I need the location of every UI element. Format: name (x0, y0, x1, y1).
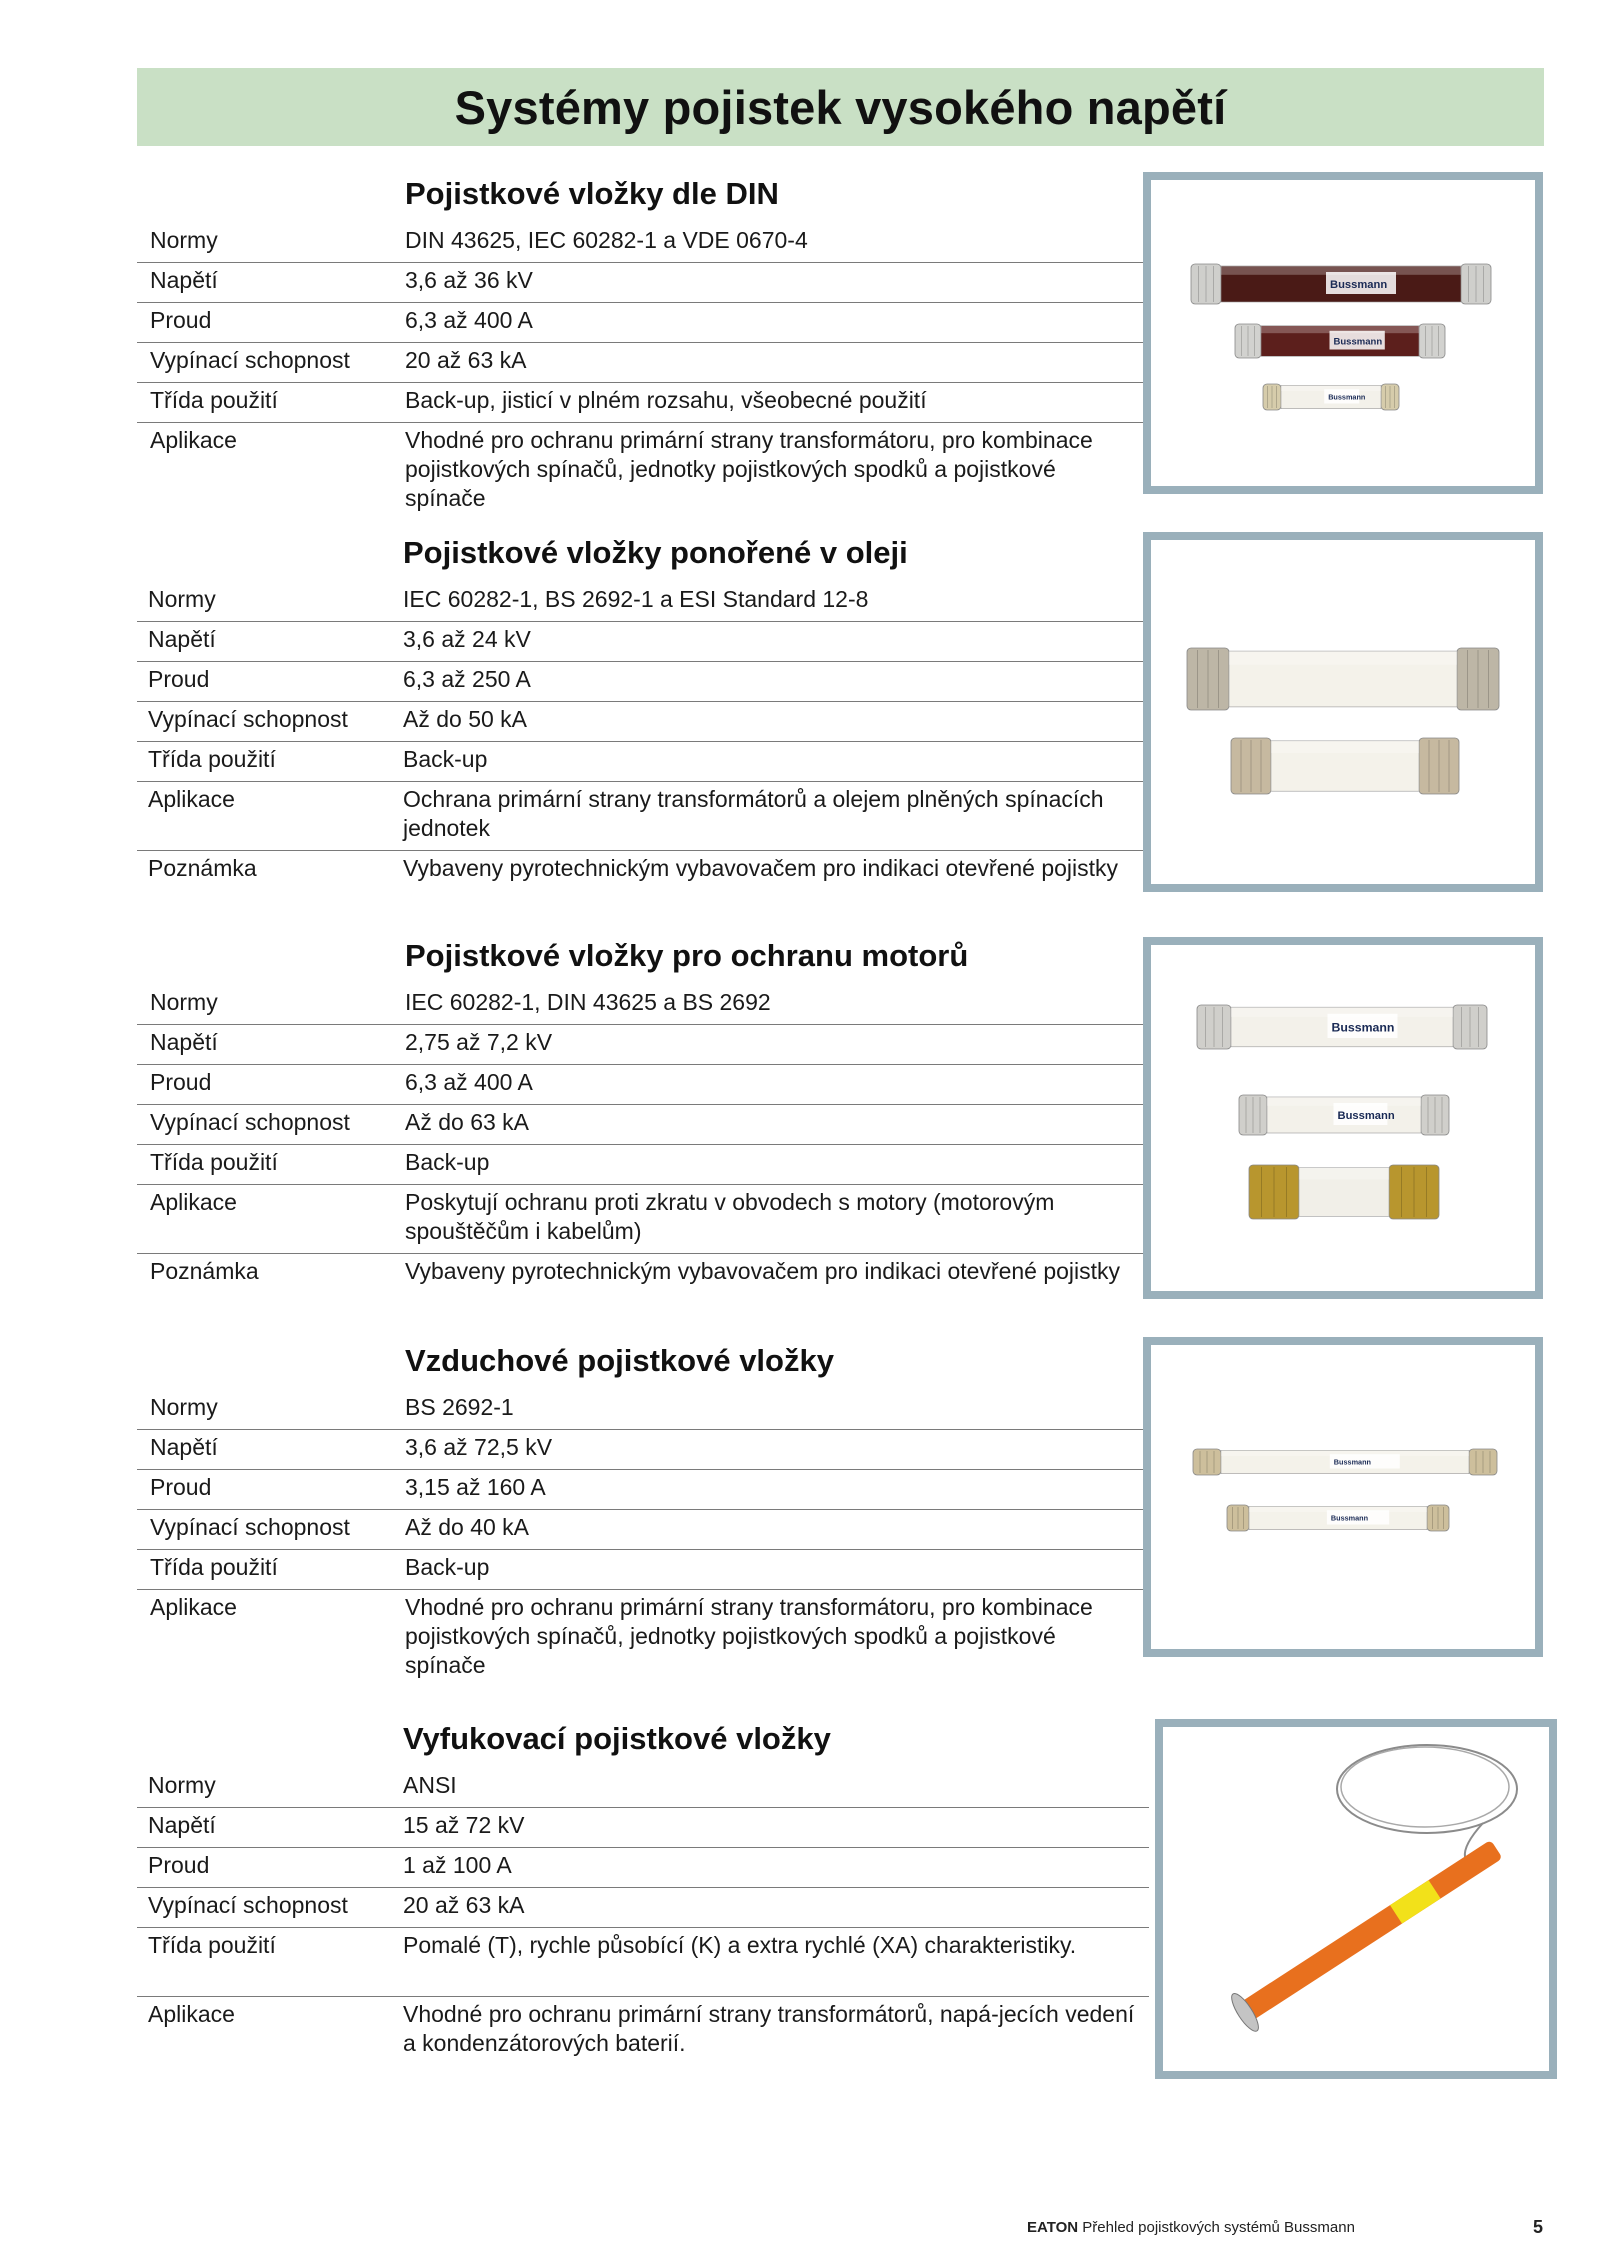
spec-label: Normy (150, 989, 218, 1015)
fuse-cartridge (1235, 324, 1445, 358)
spec-value: BS 2692-1 (405, 1394, 514, 1420)
spec-label: Normy (150, 1394, 218, 1420)
spec-label: Vypínací schopnost (150, 1514, 350, 1540)
spec-row (137, 661, 1145, 702)
section-title: Vzduchové pojistkové vložky (405, 1343, 834, 1378)
spec-value: Back-up (403, 746, 488, 772)
fuse-body (1239, 1840, 1503, 2022)
spec-row (137, 1253, 1145, 1322)
spec-label: Napětí (150, 267, 218, 293)
fuse-cartridge (1193, 1449, 1497, 1475)
page-title: Systémy pojistek vysokého napětí (454, 80, 1227, 134)
spec-label: Proud (150, 307, 212, 333)
spec-value: 1 až 100 A (403, 1852, 512, 1878)
spec-label: Třída použití (150, 387, 278, 413)
spec-row (137, 1429, 1145, 1470)
spec-row (137, 1807, 1149, 1848)
spec-label: Normy (148, 586, 216, 612)
spec-value: Vybaveny pyrotechnickým vybavovačem pro indikaci otevřené pojistky (403, 855, 1119, 881)
spec-row (137, 741, 1145, 782)
spec-row (137, 342, 1145, 383)
spec-row (137, 1589, 1145, 1681)
motor-fuses-image (1143, 937, 1543, 1299)
page-title-banner (137, 68, 1544, 146)
fuse-brand-text: Bussmann (1337, 1110, 1395, 1122)
spec-row (137, 984, 1145, 1025)
fuse-illustration (1151, 945, 1535, 1291)
spec-label: Poznámka (150, 1258, 259, 1284)
fuse-cartridge (1249, 1165, 1439, 1219)
spec-row (137, 422, 1145, 514)
spec-row (137, 1144, 1145, 1185)
fuse-cartridge (1239, 1095, 1449, 1135)
expulsion-fuse-tube (1227, 1831, 1508, 2035)
spec-value: 20 až 63 kA (403, 1892, 525, 1918)
spec-value: 2,75 až 7,2 kV (405, 1029, 553, 1055)
spec-label: Napětí (148, 1812, 216, 1838)
spec-label: Proud (148, 1852, 210, 1878)
fuse-cartridge (1263, 384, 1399, 410)
spec-label: Aplikace (150, 427, 237, 453)
fuse-cartridge (1227, 1505, 1449, 1531)
fuse-illustration (1163, 1727, 1549, 2071)
spec-label: Vypínací schopnost (150, 1109, 350, 1135)
footer (1027, 2219, 1355, 2236)
spec-value: Back-up (405, 1554, 490, 1580)
spec-label: Třída použití (150, 1554, 278, 1580)
spec-row (137, 1847, 1149, 1888)
fuse-cartridge (1231, 738, 1459, 794)
spec-label: Napětí (148, 626, 216, 652)
spec-row (137, 1996, 1149, 2065)
oil-fuses-image (1143, 532, 1543, 892)
din-fuses-image (1143, 172, 1543, 494)
spec-label: Aplikace (150, 1594, 237, 1620)
spec-value: Až do 40 kA (405, 1514, 530, 1540)
spec-label: Napětí (150, 1029, 218, 1055)
spec-label: Vypínací schopnost (148, 1892, 348, 1918)
spec-row (137, 850, 1145, 919)
fuse-brand-text: Bussmann (1333, 1457, 1371, 1467)
spec-value: DIN 43625, IEC 60282-1 a VDE 0670-4 (405, 227, 808, 253)
spec-value: 6,3 až 400 A (405, 307, 533, 333)
spec-row (137, 581, 1145, 622)
fuse-illustration (1151, 180, 1535, 486)
spec-label: Poznámka (148, 855, 257, 881)
spec-value: Až do 50 kA (403, 706, 528, 732)
spec-label: Proud (148, 666, 210, 692)
fuse-brand-text: Bussmann (1328, 392, 1366, 402)
fuse-brand-text: Bussmann (1331, 1020, 1395, 1035)
fuse-illustration (1151, 540, 1535, 884)
fuse-illustration (1151, 1345, 1535, 1649)
fuse-cartridge (1191, 264, 1491, 304)
footer-brand: EATON (1027, 2219, 1079, 2236)
page-number: 5 (1533, 2217, 1544, 2237)
spec-row (137, 1509, 1145, 1550)
spec-label: Vypínací schopnost (148, 706, 348, 732)
spec-value: Back-up, jisticí v plném rozsahu, všeobecné použití (405, 387, 927, 413)
spec-row (137, 1389, 1145, 1430)
spec-row (137, 1767, 1149, 1808)
spec-value: Back-up (405, 1149, 490, 1175)
spec-value: 20 až 63 kA (405, 347, 527, 373)
spec-label: Třída použití (148, 1932, 276, 1958)
section-title: Pojistkové vložky ponořené v oleji (403, 535, 908, 570)
spec-label: Aplikace (150, 1189, 237, 1215)
footer-text: Přehled pojistkových systémů Bussmann (1082, 2219, 1355, 2236)
fuse-brand-text: Bussmann (1330, 279, 1388, 291)
spec-label: Normy (148, 1772, 216, 1798)
spec-value: 3,6 až 72,5 kV (405, 1434, 553, 1460)
spec-row (137, 1469, 1145, 1510)
spec-value: Vybaveny pyrotechnickým vybavovačem pro indikaci otevřené pojistky (405, 1258, 1121, 1284)
spec-value: Ochrana primární strany transformátorů a olejem plněných spínacích jednotek (403, 786, 1104, 841)
spec-row (137, 222, 1145, 263)
spec-row (137, 1024, 1145, 1065)
spec-row (137, 1064, 1145, 1105)
spec-label: Třída použití (148, 746, 276, 772)
spec-row (137, 302, 1145, 343)
spec-value: 6,3 až 400 A (405, 1069, 533, 1095)
fuse-brand-text: Bussmann (1330, 1513, 1369, 1523)
spec-value: ANSI (403, 1772, 457, 1798)
spec-value: Až do 63 kA (405, 1109, 530, 1135)
spec-value: 6,3 až 250 A (403, 666, 531, 692)
spec-row (137, 1927, 1149, 1997)
spec-value: 3,15 až 160 A (405, 1474, 546, 1500)
spec-label: Napětí (150, 1434, 218, 1460)
spec-label: Aplikace (148, 786, 235, 812)
spec-row (137, 382, 1145, 423)
spec-value: Vhodné pro ochranu primární strany transformátorů, napá-jecích vedení a kondenzátorových baterií. (403, 2001, 1135, 2056)
section-title: Vyfukovací pojistkové vložky (403, 1721, 831, 1756)
spec-row (137, 262, 1145, 303)
spec-label: Třída použití (150, 1149, 278, 1175)
spec-label: Proud (150, 1474, 212, 1500)
section-title: Pojistkové vložky dle DIN (405, 176, 779, 211)
spec-label: Proud (150, 1069, 212, 1095)
expulsion-fuse-image (1155, 1719, 1557, 2079)
spec-label: Normy (150, 227, 218, 253)
spec-value: Pomalé (T), rychle působící (K) a extra rychlé (XA) charakteristiky. (403, 1932, 1077, 1958)
spec-value: Vhodné pro ochranu primární strany transformátoru, pro kombinace pojistkových spínačů, jednotky pojistkových spodků a pojistkové spínače (405, 427, 1093, 511)
spec-row (137, 781, 1145, 851)
fuse-brand-text: Bussmann (1333, 336, 1383, 348)
spec-row (137, 1887, 1149, 1928)
spec-value: Vhodné pro ochranu primární strany transformátoru, pro kombinace pojistkových spínačů, jednotky pojistkových spodků a pojistkové spínače (405, 1594, 1093, 1678)
spec-value: 3,6 až 36 kV (405, 267, 533, 293)
wire-coil (1337, 1745, 1517, 1833)
spec-row (137, 1184, 1145, 1254)
spec-value: 15 až 72 kV (403, 1812, 525, 1838)
spec-value: IEC 60282-1, DIN 43625 a BS 2692 (405, 989, 771, 1015)
spec-label: Aplikace (148, 2001, 235, 2027)
spec-row (137, 1104, 1145, 1145)
fuse-cartridge (1197, 1005, 1487, 1049)
section-title: Pojistkové vložky pro ochranu motorů (405, 938, 969, 973)
spec-label: Vypínací schopnost (150, 347, 350, 373)
spec-row (137, 701, 1145, 742)
spec-row (137, 621, 1145, 662)
spec-row (137, 1549, 1145, 1590)
fuse-cartridge (1187, 648, 1499, 710)
spec-value: Poskytují ochranu proti zkratu v obvodech s motory (motorovým spouštěčům i kabelům) (405, 1189, 1055, 1244)
spec-value: 3,6 až 24 kV (403, 626, 531, 652)
spec-value: IEC 60282-1, BS 2692-1 a ESI Standard 12-8 (403, 586, 869, 612)
air-fuses-image (1143, 1337, 1543, 1657)
